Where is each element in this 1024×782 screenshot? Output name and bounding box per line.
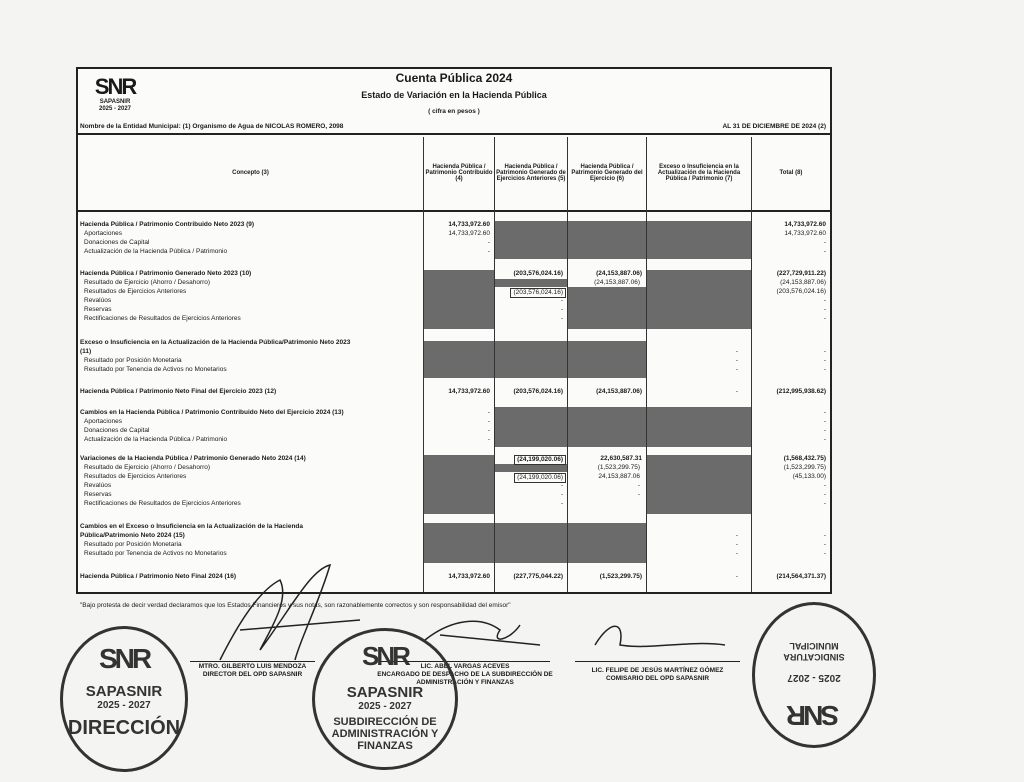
row-value-total: -	[823, 297, 826, 304]
row-concept: Donaciones de Capital	[84, 239, 150, 246]
stamp-area: SUBDIRECCIÓN DE ADMINISTRACIÓN Y FINANZAS	[331, 716, 439, 752]
row-value-ejercicio: (24,153,887.06)	[596, 388, 642, 395]
row-concept: Resultado de Ejercicio (Ahorro / Desahorro)	[84, 464, 211, 471]
shaded-cell	[495, 464, 567, 472]
row-concept: Hacienda Pública / Patrimonio Neto Final del Ejercicio 2023 (12)	[80, 388, 277, 395]
col-header-exceso: Exceso o Insuficiencia en la Actualización de la Hacienda Pública / Patrimonio (7)	[657, 164, 741, 182]
shaded-cell	[495, 523, 567, 563]
row-value-total: -	[823, 436, 826, 443]
row-value-ejercicio: -	[637, 482, 640, 489]
shaded-cell	[424, 270, 494, 329]
row-concept: Resultado de Ejercicio (Ahorro / Desahorro)	[84, 279, 211, 286]
signature-line	[575, 661, 740, 662]
row-value-ejercicio: (24,153,887.06)	[596, 270, 642, 277]
stamp-area: DIRECCIÓN	[67, 717, 181, 739]
col-separator	[751, 137, 752, 592]
row-value-total: -	[823, 306, 826, 313]
entity-name: Nombre de la Entidad Municipal: (1) Organismo de Agua de NICOLAS ROMERO, 2098	[80, 123, 344, 130]
stamp-sindicatura	[752, 602, 876, 748]
shaded-cell	[568, 523, 646, 563]
row-value-total: -	[823, 239, 826, 246]
row-value-total: -	[823, 427, 826, 434]
col-header-ejercicio: Hacienda Pública / Patrimonio Generado del Ejercicio (6)	[571, 164, 643, 182]
shaded-cell	[495, 279, 567, 287]
row-concept: Hacienda Pública / Patrimonio Neto Final 2024 (16)	[80, 573, 237, 580]
row-value-anteriores: -	[560, 315, 563, 322]
shaded-cell	[424, 341, 494, 378]
row-value-total: (203,576,024.16)	[776, 288, 826, 295]
row-value-total: 14,733,972.60	[784, 230, 826, 237]
row-value-anteriores: (227,775,044.22)	[513, 573, 563, 580]
row-value-anteriores: -	[560, 306, 563, 313]
stamp-direccion	[60, 626, 188, 772]
statement-sheet	[76, 67, 832, 594]
row-value-total: -	[823, 482, 826, 489]
row-value-total: (212,995,938.62)	[776, 388, 826, 395]
shaded-cell	[424, 455, 494, 514]
row-value-contribuido: 14,733,972.60	[448, 388, 490, 395]
signer-name: MTRO. GILBERTO LUIS MENDOZA	[198, 663, 307, 670]
report-units: ( cifra en pesos )	[428, 108, 480, 115]
row-value-exceso: -	[735, 388, 738, 395]
row-value-total: (227,729,911.22)	[776, 270, 826, 277]
row-value-total: -	[823, 357, 826, 364]
disclaimer-note: "Bajo protesta de decir verdad declaramos que los Estados Financieros y sus notas, son razonablemente correctos y son responsabilidad del emisor"	[80, 602, 511, 609]
row-concept: Resultado por Tenencia de Activos no Monetarios	[84, 550, 227, 557]
signer-name: LIC. ABEL VARGAS ACEVES	[420, 663, 510, 670]
row-concept: Exceso o Insuficiencia en la Actualización de la Hacienda Pública/Patrimonio Neto 2023	[80, 339, 351, 346]
row-value-anteriores: -	[560, 482, 563, 489]
row-concept: Aportaciones	[84, 230, 122, 237]
row-value-total: -	[823, 315, 826, 322]
row-value-anteriores: (203,576,024.16)	[513, 270, 563, 277]
row-concept: Resultado por Posición Monetaria	[84, 541, 182, 548]
row-value-ejercicio: 22,630,587.31	[600, 455, 642, 462]
row-value-anteriores: (24,199,020.06)	[514, 473, 566, 483]
report-title: Cuenta Pública 2024	[395, 71, 513, 85]
row-value-exceso: -	[735, 550, 738, 557]
row-value-contribuido: -	[487, 239, 490, 246]
row-value-anteriores: (203,576,024.16)	[510, 288, 566, 298]
col-header-concepto: Concepto (3)	[232, 170, 269, 176]
row-concept: Variaciones de la Hacienda Pública / Patrimonio Generado Neto 2024 (14)	[80, 455, 306, 462]
row-concept: Hacienda Pública / Patrimonio Contribuido Neto 2023 (9)	[80, 221, 255, 228]
shaded-cell	[568, 341, 646, 378]
stamp-logo: SNR	[362, 641, 408, 671]
stamp-years: 2025 - 2027	[358, 701, 412, 712]
row-value-contribuido: -	[487, 427, 490, 434]
signature-scribble	[590, 615, 730, 660]
report-subtitle: Estado de Variación en la Hacienda Pública	[361, 90, 547, 100]
shaded-cell	[568, 407, 646, 447]
row-concept: Resultados de Ejercicios Anteriores	[84, 473, 187, 480]
row-value-contribuido: 14,733,972.60	[448, 230, 490, 237]
row-value-total: (24,153,887.06)	[780, 279, 826, 286]
shaded-cell	[647, 270, 751, 329]
row-concept: Resultado por Tenencia de Activos no Monetarios	[84, 366, 227, 373]
col-header-anteriores: Hacienda Pública / Patrimonio Generado de Ejercicios Anteriores (5)	[496, 164, 566, 182]
row-concept: Resultado por Posición Monetaria	[84, 357, 182, 364]
stamp-area: SINDICATURA MUNICIPAL	[783, 641, 845, 662]
row-value-anteriores: -	[560, 297, 563, 304]
row-value-ejercicio: (1,523,299.75)	[597, 464, 640, 471]
row-value-ejercicio: -	[637, 491, 640, 498]
stamp-years: 2025 - 2027	[97, 700, 151, 711]
stamp-logo: SNR	[98, 643, 150, 674]
row-concept: Rectificaciones de Resultados de Ejercicios Anteriores	[84, 315, 241, 322]
row-value-total: -	[823, 532, 826, 539]
row-value-total: -	[823, 366, 826, 373]
row-value-anteriores: -	[560, 491, 563, 498]
shaded-cell	[495, 407, 567, 447]
row-concept: Rectificaciones de Resultados de Ejercicios Anteriores	[84, 500, 241, 507]
row-value-total: (1,523,299.75)	[783, 464, 826, 471]
row-concept: Pública/Patrimonio Neto 2024 (15)	[80, 532, 185, 539]
signer-title: COMISARIO DEL OPD SAPASNIR	[605, 675, 710, 682]
row-concept: Actualización de la Hacienda Pública / Patrimonio	[84, 436, 228, 443]
signer-name: LIC. FELIPE DE JESÚS MARTÍNEZ GÓMEZ	[591, 667, 724, 674]
row-value-total: 14,733,972.60	[784, 221, 826, 228]
shaded-cell	[424, 523, 494, 563]
row-value-exceso: -	[735, 366, 738, 373]
signer-comisario	[570, 667, 745, 683]
row-value-contribuido: -	[487, 418, 490, 425]
row-concept: Cambios en el Exceso o Insuficiencia en la Actualización de la Hacienda	[80, 523, 304, 530]
row-value-ejercicio: (1,523,299.75)	[599, 573, 642, 580]
row-value-total: -	[823, 491, 826, 498]
row-value-ejercicio: 24,153,887.06	[598, 473, 640, 480]
row-value-total: -	[823, 418, 826, 425]
shaded-cell	[647, 407, 751, 447]
logo-mark: SNR	[94, 74, 136, 99]
row-value-anteriores: -	[560, 500, 563, 507]
col-separator	[646, 137, 647, 592]
row-concept: Reservas	[84, 306, 112, 313]
row-value-contribuido: 14,733,972.60	[448, 221, 490, 228]
row-value-contribuido: 14,733,972.60	[448, 573, 490, 580]
col-header-total: Total (8)	[779, 170, 803, 176]
shaded-cell	[495, 341, 567, 378]
stamp-org: SAPASNIR	[85, 683, 163, 700]
row-value-ejercicio: (24,153,887.06)	[594, 279, 640, 286]
row-value-total: -	[823, 541, 826, 548]
row-value-total: (1,568,432.75)	[783, 455, 826, 462]
row-value-anteriores: (203,576,024.16)	[513, 388, 563, 395]
row-value-total: -	[823, 409, 826, 416]
shaded-cell	[647, 455, 751, 514]
header-bottom-rule	[78, 210, 830, 212]
stamp-years: 2025 - 2027	[787, 672, 841, 683]
row-concept: Reservas	[84, 491, 112, 498]
row-value-anteriores: (24,199,020.06)	[514, 455, 566, 465]
header-top-rule	[78, 133, 830, 135]
row-concept: Revalúos	[84, 482, 112, 489]
row-concept: Aportaciones	[84, 418, 122, 425]
row-value-total: -	[823, 348, 826, 355]
row-value-total: (214,564,371.37)	[776, 573, 826, 580]
row-value-exceso: -	[735, 348, 738, 355]
shaded-cell	[568, 287, 646, 329]
shaded-cell	[495, 221, 567, 259]
stamp-org: SAPASNIR	[346, 684, 424, 701]
shaded-cell	[647, 221, 751, 259]
row-value-exceso: -	[735, 357, 738, 364]
col-header-contribuido: Hacienda Pública / Patrimonio Contribuido (4)	[425, 164, 493, 182]
report-date: AL 31 DE DICIEMBRE DE 2024 (2)	[722, 123, 826, 130]
stamp-logo: SNR	[788, 700, 840, 731]
row-concept: Cambios en la Hacienda Pública / Patrimonio Contribuido Neto del Ejercicio 2024 (13)	[80, 409, 344, 416]
shaded-cell	[568, 221, 646, 259]
signer-title: DIRECTOR DEL OPD SAPASNIR	[202, 671, 303, 678]
row-concept: (11)	[80, 348, 92, 355]
logo-years: 2025 - 2027	[98, 106, 132, 112]
row-value-contribuido: -	[487, 248, 490, 255]
row-concept: Donaciones de Capital	[84, 427, 150, 434]
row-value-total: (45,133.00)	[792, 473, 826, 480]
row-concept: Hacienda Pública / Patrimonio Generado Neto 2023 (10)	[80, 270, 252, 277]
row-value-total: -	[823, 500, 826, 507]
row-concept: Resultados de Ejercicios Anteriores	[84, 288, 187, 295]
row-value-exceso: -	[735, 541, 738, 548]
row-concept: Revalúos	[84, 297, 112, 304]
row-value-contribuido: -	[487, 436, 490, 443]
stamp-subdireccion	[312, 628, 458, 770]
signer-title: ENCARGADO DE DESPACHO DE LA SUBDIRECCIÓN DE ADMINISTRACIÓN Y FINANZAS	[377, 671, 553, 686]
signer-director	[180, 663, 325, 679]
row-value-exceso: -	[735, 573, 738, 580]
signature-line	[190, 661, 315, 662]
row-value-contribuido: -	[487, 409, 490, 416]
row-value-total: -	[823, 248, 826, 255]
row-value-total: -	[823, 550, 826, 557]
logo-subtitle: SAPASNIR	[99, 99, 131, 105]
row-concept: Actualización de la Hacienda Pública / Patrimonio	[84, 248, 228, 255]
row-value-exceso: -	[735, 532, 738, 539]
